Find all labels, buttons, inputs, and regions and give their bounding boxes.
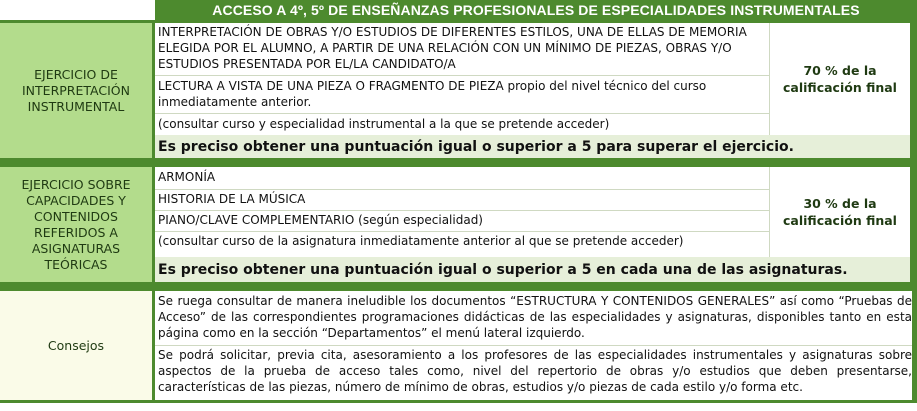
divider (0, 158, 917, 167)
advice-item: Se ruega consultar de manera ineludible los documentos “ESTRUCTURA Y CONTENIDOS GENERALES” así como “Pruebas de Acceso” de las correspondientes programaciones didácticas de las especialidades y asignaturas, disponibles tanto en esta página como en la sección “Departamentos” el menú lateral izquierdo. (158, 294, 912, 340)
right-border (912, 291, 917, 400)
section2-item: PIANO/CLAVE COMPLEMENTARIO (según especialidad) (158, 213, 483, 227)
header-blank (0, 0, 155, 20)
section2-item: ARMONÍA (158, 170, 216, 184)
right-border (910, 23, 917, 158)
section2-item: HISTORIA DE LA MÚSICA (158, 192, 306, 206)
section1-label: EJERCICIO DE INTERPRETACIÓN INSTRUMENTAL (0, 23, 152, 158)
section1-weight: 70 % de la calificación final (770, 23, 910, 135)
table-title: ACCESO A 4º, 5º DE ENSEÑANZAS PROFESIONALES DE ESPECIALIDADES INSTRUMENTALES (155, 0, 917, 20)
section1-item: (consultar curso y especialidad instrumental a la que se pretende acceder) (158, 117, 610, 131)
section2-requirement: Es preciso obtener una puntuación igual o superior a 5 en cada una de las asignaturas. (155, 257, 910, 282)
row-separator (155, 113, 769, 114)
row-separator (155, 345, 912, 346)
advice-item: Se podrá solicitar, previa cita, asesoramiento a los profesores de las especialidades instrumentales y asignaturas sobre aspectos de la prueba de acceso tales como, nivel del repertorio de obras y/o estudios que deben presentarse, características de las piezas, número de mínimo de obras, estudios y/o piezas de cada estilo y/o forma etc. (158, 348, 912, 394)
section2-item: (consultar curso de la asignatura inmediatamente anterior al que se pretende acceder) (158, 234, 684, 248)
row-separator (155, 231, 769, 232)
right-border (910, 167, 917, 282)
row-separator (155, 75, 769, 76)
divider (0, 282, 917, 291)
section2-weight: 30 % de la calificación final (770, 167, 910, 257)
section1-item: INTERPRETACIÓN DE OBRAS Y/O ESTUDIOS DE DIFERENTES ESTILOS, UNA DE ELLAS DE MEMORIA ELEGIDA POR EL ALUMNO, A PARTIR DE UNA RELACIÓN CON UN MÍNIMO DE PIEZAS, OBRAS Y/O ESTUDIOS PRESENTADA POR EL/LA CANDIDATO/A (158, 25, 747, 71)
section2-label: EJERCICIO SOBRE CAPACIDADES Y CONTENIDOS REFERIDOS A ASIGNATURAS TEÓRICAS (0, 167, 152, 282)
section1-requirement: Es preciso obtener una puntuación igual o superior a 5 para superar el ejercicio. (155, 135, 910, 158)
section3-label: Consejos (0, 291, 152, 400)
bottom-spacer (152, 403, 917, 411)
section1-item: LECTURA A VISTA DE UNA PIEZA O FRAGMENTO DE PIEZA propio del nivel técnico del curso inmediatamente anterior. (158, 79, 707, 109)
row-separator (155, 189, 769, 190)
row-separator (155, 210, 769, 211)
